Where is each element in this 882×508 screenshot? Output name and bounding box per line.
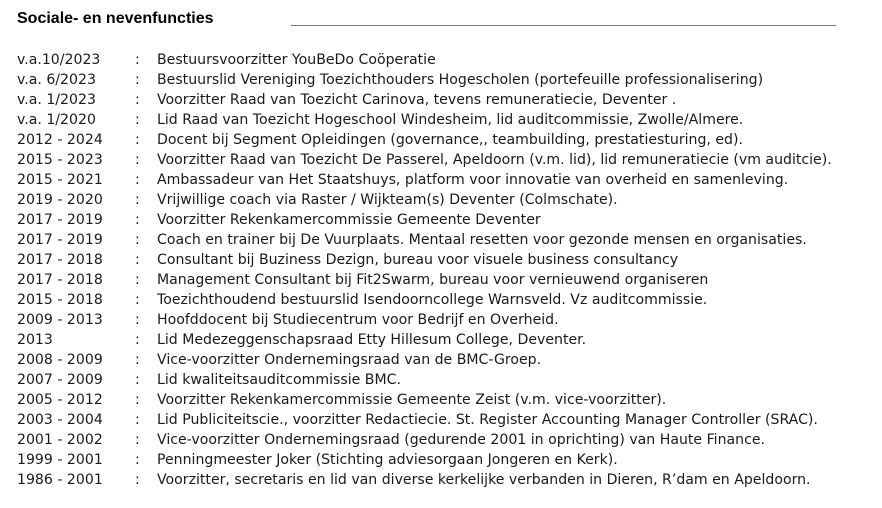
function-period: 2017 - 2018 bbox=[17, 272, 103, 288]
separator-colon: : bbox=[135, 392, 140, 408]
function-row bbox=[17, 110, 877, 130]
function-period: v.a. 1/2023 bbox=[17, 92, 96, 108]
function-description: Penningmeester Joker (Stichting adviesorgaan Jongeren en Kerk). bbox=[157, 452, 618, 468]
function-period: 2003 - 2004 bbox=[17, 412, 103, 428]
function-period: 1986 - 2001 bbox=[17, 472, 103, 488]
function-row bbox=[17, 70, 877, 90]
separator-colon: : bbox=[135, 92, 140, 108]
function-row bbox=[17, 210, 877, 230]
function-row bbox=[17, 390, 877, 410]
function-row bbox=[17, 50, 877, 70]
separator-colon: : bbox=[135, 192, 140, 208]
separator-colon: : bbox=[135, 72, 140, 88]
function-row bbox=[17, 290, 877, 310]
separator-colon: : bbox=[135, 372, 140, 388]
function-period: 2015 - 2023 bbox=[17, 152, 103, 168]
function-period: v.a.10/2023 bbox=[17, 52, 101, 68]
separator-colon: : bbox=[135, 52, 140, 68]
function-description: Consultant bij Buziness Dezign, bureau voor visuele business consultancy bbox=[157, 252, 679, 268]
function-description: Voorzitter Raad van Toezicht Carinova, tevens remuneratiecie, Deventer . bbox=[157, 92, 677, 108]
separator-colon: : bbox=[135, 252, 140, 268]
separator-colon: : bbox=[135, 112, 140, 128]
separator-colon: : bbox=[135, 292, 140, 308]
function-row bbox=[17, 450, 877, 470]
function-row bbox=[17, 190, 877, 210]
function-description: Coach en trainer bij De Vuurplaats. Mentaal resetten voor gezonde mensen en organisaties. bbox=[157, 232, 807, 248]
separator-colon: : bbox=[135, 172, 140, 188]
function-period: 2015 - 2018 bbox=[17, 292, 103, 308]
separator-colon: : bbox=[135, 332, 140, 348]
functions-list bbox=[17, 50, 877, 490]
function-period: 2005 - 2012 bbox=[17, 392, 103, 408]
function-description: Lid Raad van Toezicht Hogeschool Windesheim, lid auditcommissie, Zwolle/Almere. bbox=[157, 112, 744, 128]
function-period: 2009 - 2013 bbox=[17, 312, 103, 328]
function-row bbox=[17, 310, 877, 330]
function-description: Vice-voorzitter Ondernemingsraad (gedurende 2001 in oprichting) van Haute Finance. bbox=[157, 432, 765, 448]
function-description: Vice-voorzitter Ondernemingsraad van de BMC-Groep. bbox=[157, 352, 542, 368]
separator-colon: : bbox=[135, 452, 140, 468]
function-row bbox=[17, 350, 877, 370]
function-row bbox=[17, 410, 877, 430]
function-row bbox=[17, 470, 877, 490]
function-description: Lid kwaliteitsauditcommissie BMC. bbox=[157, 372, 401, 388]
function-row bbox=[17, 150, 877, 170]
function-description: Management Consultant bij Fit2Swarm, bureau voor vernieuwend organiseren bbox=[157, 272, 709, 288]
separator-colon: : bbox=[135, 232, 140, 248]
separator-colon: : bbox=[135, 212, 140, 228]
function-period: 2017 - 2019 bbox=[17, 232, 103, 248]
function-description: Voorzitter Rekenkamercommissie Gemeente Zeist (v.m. vice-voorzitter). bbox=[157, 392, 667, 408]
function-period: 2008 - 2009 bbox=[17, 352, 103, 368]
separator-colon: : bbox=[135, 132, 140, 148]
function-row bbox=[17, 330, 877, 350]
function-row bbox=[17, 250, 877, 270]
function-description: Voorzitter Raad van Toezicht De Passerel, Apeldoorn (v.m. lid), lid remuneratiecie (vm auditcie). bbox=[157, 152, 832, 168]
function-row bbox=[17, 90, 877, 110]
function-row bbox=[17, 370, 877, 390]
function-row bbox=[17, 170, 877, 190]
function-period: 2012 - 2024 bbox=[17, 132, 103, 148]
separator-colon: : bbox=[135, 472, 140, 488]
separator-colon: : bbox=[135, 432, 140, 448]
function-description: Voorzitter Rekenkamercommissie Gemeente Deventer bbox=[157, 212, 541, 228]
separator-colon: : bbox=[135, 272, 140, 288]
function-row bbox=[17, 130, 877, 150]
function-description: Ambassadeur van Het Staatshuys, platform voor innovatie van overheid en samenleving. bbox=[157, 172, 789, 188]
function-period: 2019 - 2020 bbox=[17, 192, 103, 208]
function-period: v.a. 1/2020 bbox=[17, 112, 96, 128]
function-period: v.a. 6/2023 bbox=[17, 72, 96, 88]
function-row bbox=[17, 270, 877, 290]
function-period: 1999 - 2001 bbox=[17, 452, 103, 468]
separator-colon: : bbox=[135, 352, 140, 368]
function-description: Bestuurslid Vereniging Toezichthouders Hogescholen (portefeuille professionalisering) bbox=[157, 72, 764, 88]
function-description: Lid Publiciteitscie., voorzitter Redactiecie. St. Register Accounting Manager Controller (SRAC). bbox=[157, 412, 818, 428]
function-period: 2015 - 2021 bbox=[17, 172, 103, 188]
separator-colon: : bbox=[135, 312, 140, 328]
function-description: Vrijwillige coach via Raster / Wijkteam(s) Deventer (Colmschate). bbox=[157, 192, 618, 208]
function-description: Toezichthoudend bestuurslid Isendoorncollege Warnsveld. Vz auditcommissie. bbox=[157, 292, 708, 308]
function-description: Hoofddocent bij Studiecentrum voor Bedrijf en Overheid. bbox=[157, 312, 559, 328]
function-description: Docent bij Segment Opleidingen (governance,, teambuilding, prestatiesturing, ed). bbox=[157, 132, 743, 148]
function-description: Voorzitter, secretaris en lid van diverse kerkelijke verbanden in Dieren, R’dam en Apeldoorn. bbox=[157, 472, 811, 488]
function-period: 2013 bbox=[17, 332, 53, 348]
function-period: 2017 - 2019 bbox=[17, 212, 103, 228]
function-row bbox=[17, 430, 877, 450]
function-description: Lid Medezeggenschapsraad Etty Hillesum College, Deventer. bbox=[157, 332, 587, 348]
separator-colon: : bbox=[135, 152, 140, 168]
function-period: 2001 - 2002 bbox=[17, 432, 103, 448]
section-heading: Sociale- en nevenfuncties bbox=[17, 10, 214, 27]
function-period: 2017 - 2018 bbox=[17, 252, 103, 268]
function-row bbox=[17, 230, 877, 250]
separator-colon: : bbox=[135, 412, 140, 428]
heading-underline bbox=[291, 25, 836, 26]
function-period: 2007 - 2009 bbox=[17, 372, 103, 388]
function-description: Bestuursvoorzitter YouBeDo Coöperatie bbox=[157, 52, 436, 68]
